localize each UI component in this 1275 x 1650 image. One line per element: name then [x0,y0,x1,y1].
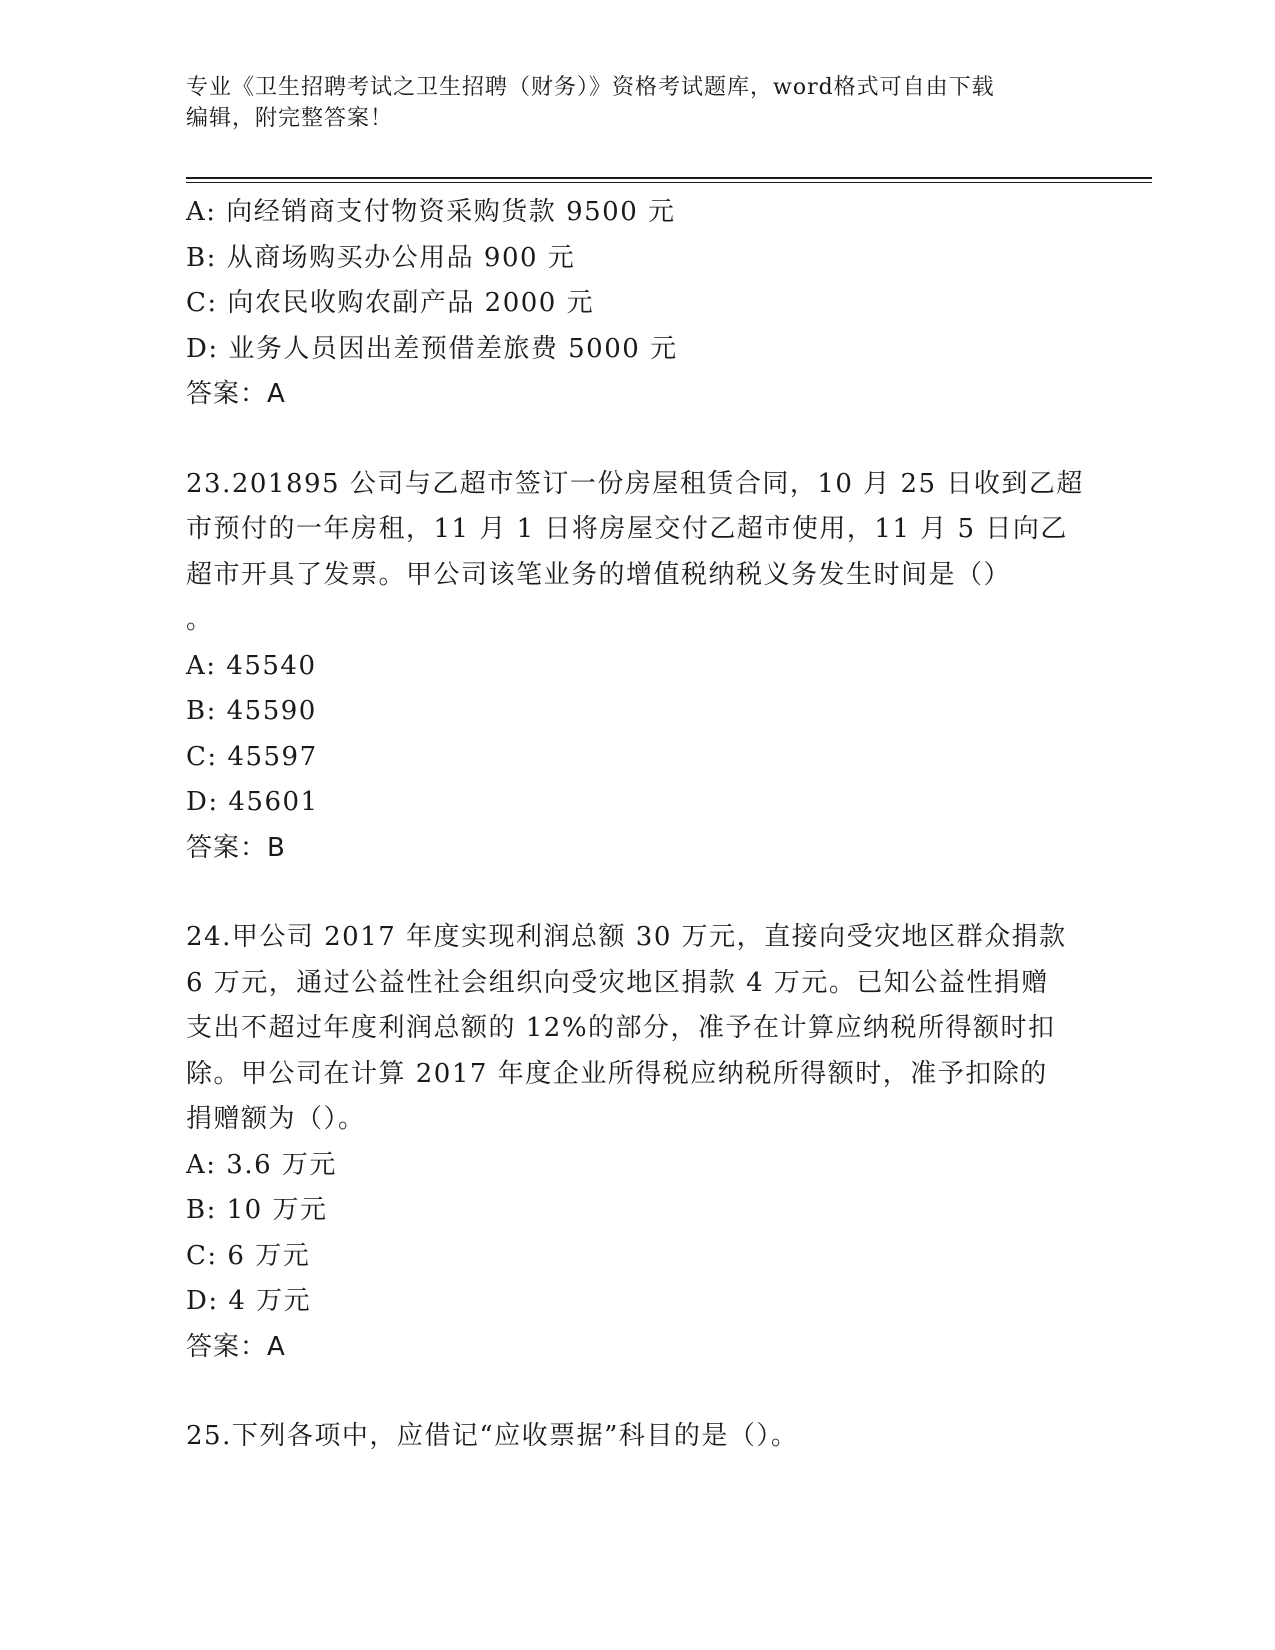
option-c: C: 45597 [186,741,318,772]
header-divider-thick [186,177,1152,179]
option-b: B: 从商场购买办公用品 900 元 [186,242,576,273]
header-line-2: 编辑，附完整答案！ [186,106,394,131]
option-a: A: 向经销商支付物资采购货款 9500 元 [186,197,676,227]
option-c: C: 向农民收购农副产品 2000 元 [186,288,595,318]
spacer [186,1370,1086,1414]
option-d: D: 4 万元 [186,1286,312,1316]
question-stem-line: 除。甲公司在计算 2017 年度企业所得税应纳税所得额时，准予扣除的 [186,1058,1048,1089]
answer-label: 答案：A [186,379,286,409]
spacer [186,871,1086,915]
option-b: B: 45590 [186,696,317,726]
question-stem-line: 25.下列各项中，应借记“应收票据”科目的是（）。 [186,1421,799,1451]
question-23 [186,462,1086,872]
question-stem-line: 支出不超过年度利润总额的 12%的部分，准予在计算应纳税所得额时扣 [186,1013,1056,1043]
spacer [186,418,1086,462]
question-stem-line: 6 万元，通过公益性社会组织向受灾地区捐款 4 万元。已知公益性捐赠 [186,967,1049,998]
question-stem-line: 24.甲公司 2017 年度实现利润总额 30 万元，直接向受灾地区群众捐款 [186,922,1067,952]
option-d: D: 45601 [186,787,319,817]
question-25 [186,1414,1086,1460]
header-line-1: 专业《卫生招聘考试之卫生招聘（财务）》资格考试题库，word格式可自由下载 [186,75,995,100]
option-a: A: 3.6 万元 [186,1149,337,1180]
answer-label: 答案：B [186,832,286,863]
question-22 [186,190,1086,418]
option-b: B: 10 万元 [186,1195,328,1225]
document-header [186,72,1066,134]
answer-label: 答案：A [186,1331,286,1362]
option-a: A: 45540 [186,650,317,681]
question-stem-line: 超市开具了发票。甲公司该笔业务的增值税纳税义务发生时间是（） [186,559,1012,590]
question-stem-line: 捐赠额为（）。 [186,1104,366,1134]
question-list [186,190,1086,1460]
question-24 [186,915,1086,1370]
question-stem-line: 市预付的一年房租，11 月 1 日将房屋交付乙超市使用，11 月 5 日向乙 [186,514,1068,544]
option-d: D: 业务人员因出差预借差旅费 5000 元 [186,333,678,364]
question-stem-line: 23.201895 公司与乙超市签订一份房屋租赁合同，10 月 25 日收到乙超 [186,468,1084,499]
header-divider-thin [186,182,1152,183]
question-stem-line: 。 [186,605,214,635]
option-c: C: 6 万元 [186,1240,311,1271]
